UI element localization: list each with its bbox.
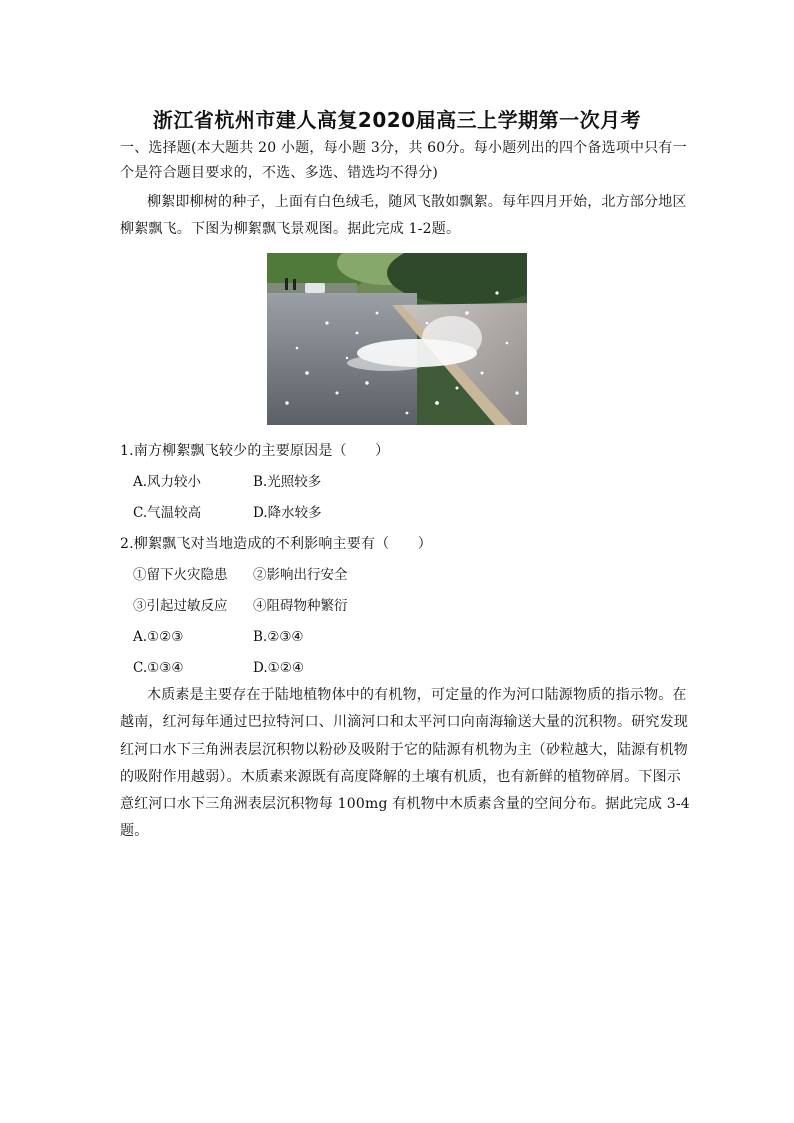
photo-willow-catkins-street-icon	[267, 253, 527, 425]
question-2-option-b: B.②③④	[253, 629, 304, 645]
question-2-item-1: ①留下火灾隐患	[133, 567, 228, 583]
section-instructions-line-1: 一、选择题(本大题共 20 小题，每小题 3分，共 60分。每小题列出的四个备选项中只有一	[120, 140, 687, 156]
question-2-option-a: A.①②③	[133, 629, 184, 645]
passage2-line-1: 木质素是主要存在于陆地植物体中的有机物，可定量的作为河口陆源物质的指示物。在	[147, 687, 687, 703]
passage1-line-1: 柳絮即柳树的种子，上面有白色绒毛，随风飞散如飘絮。每年四月开始，北方部分地区	[147, 194, 687, 210]
page-title: 浙江省杭州市建人高复2020届高三上学期第一次月考	[152, 108, 642, 132]
section-instructions-line-2: 个是符合题目要求的，不选、多选、错选均不得分)	[120, 165, 439, 181]
passage2-line-3: 红河口水下三角洲表层沉积物以粉砂及吸附于它的陆源有机物为主（砂粒越大，陆源有机物	[120, 742, 688, 758]
passage2-line-4: 的吸附作用越弱）。木质素来源既有高度降解的土壤有机质，也有新鲜的植物碎屑。下图示	[120, 769, 681, 785]
question-1-option-a: A.风力较小	[133, 474, 202, 490]
question-2-option-d: D.①②④	[253, 660, 304, 676]
question-1-option-d: D.降水较多	[253, 505, 322, 521]
question-2-item-3: ③引起过敏反应	[133, 598, 228, 614]
passage2-line-5: 意红河口水下三角洲表层沉积物每 100mg 有机物中木质素含量的空间分布。据此完成 3-4	[120, 796, 690, 812]
question-1-option-c: C.气温较高	[133, 505, 202, 521]
question-2-stem: 2.柳絮飘飞对当地造成的不利影响主要有（ ）	[120, 536, 432, 552]
question-2-option-c: C.①③④	[133, 660, 184, 676]
passage1-line-2: 柳絮飘飞。下图为柳絮飘飞景观图。据此完成 1-2题。	[120, 221, 461, 237]
question-2-item-2: ②影响出行安全	[253, 567, 348, 583]
passage2-line-6: 题。	[120, 823, 149, 839]
question-2-item-4: ④阻碍物种繁衍	[253, 598, 348, 614]
question-1-stem: 1.南方柳絮飘飞较少的主要原因是（ ）	[120, 443, 390, 459]
willow-catkins-photo	[267, 253, 527, 425]
question-1-option-b: B.光照较多	[253, 474, 322, 490]
passage2-line-2: 越南，红河每年通过巴拉特河口、川滴河口和太平河口向南海输送大量的沉积物。研究发现	[120, 714, 688, 730]
